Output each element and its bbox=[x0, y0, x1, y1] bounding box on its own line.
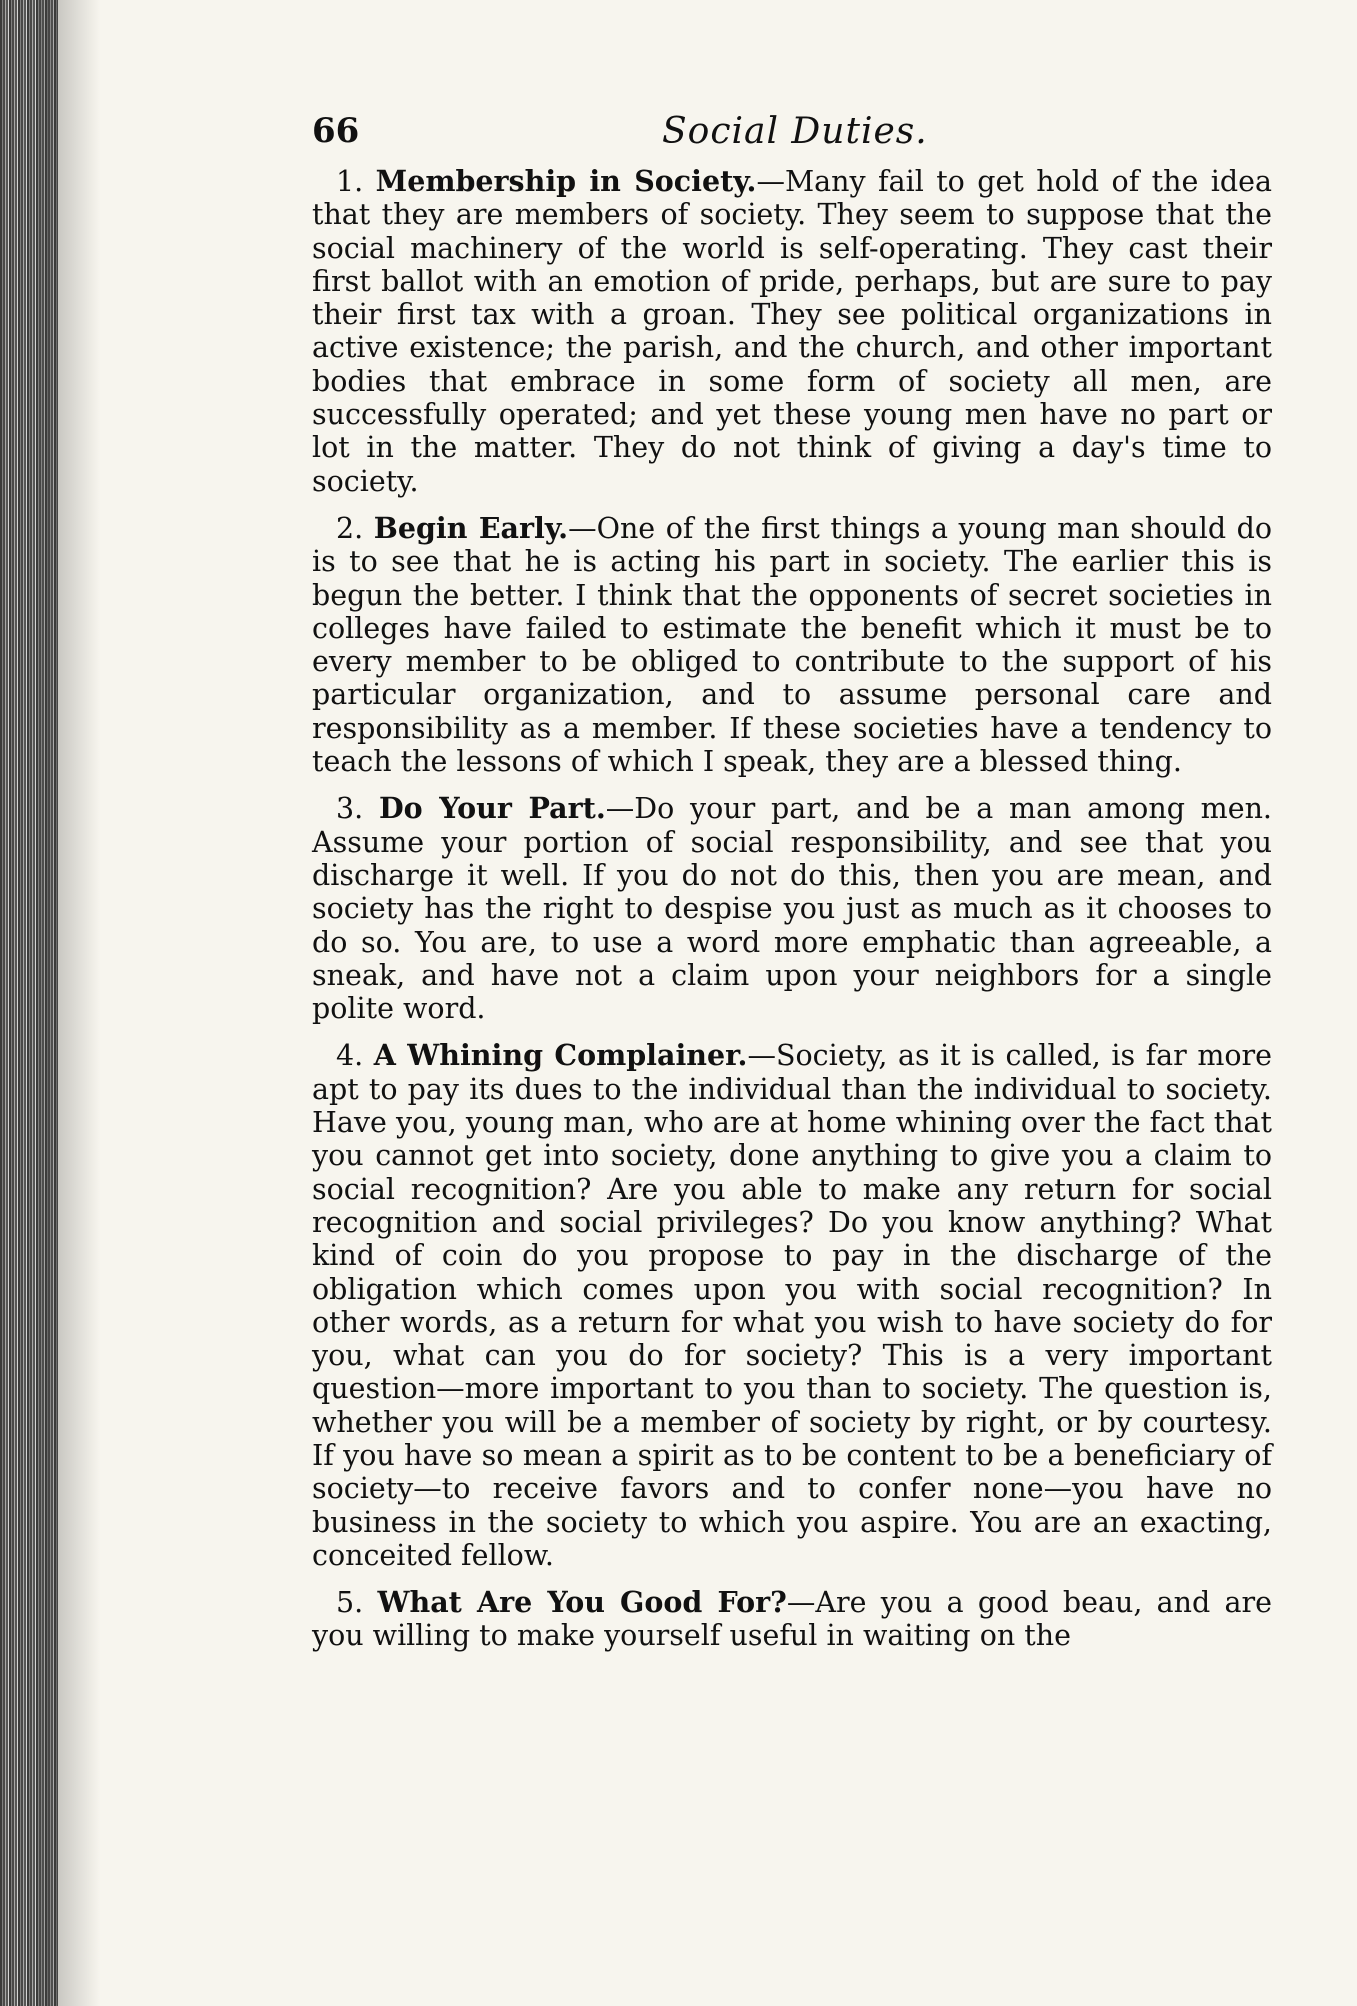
section-body: —Society, as it is called, is far more apt to pay its dues to the individual than the individual to society. Have you, young man, who are at home whining over the fact that you cannot get into society, done anything to give you a claim to social recognition? Are you able to make any return for social recognition and social privileges? Do you know anything? What kind of coin do you propose to pay in the discharge of the obligation which comes upon you with social recognition? In other words, as a return for what you wish to have society do for you, what can you do for society? This is a very important question—more important to you than to society. The question is, whether you will be a member of society by right, or by courtesy. If you have so mean a spirit as to be content to be a beneficiary of society—to receive favors and to confer none—you have no business in the society to which you aspire. You are an exacting, conceited fellow. bbox=[312, 1039, 1272, 1572]
section-number: 2. bbox=[336, 511, 364, 545]
section-number: 4. bbox=[336, 1039, 364, 1073]
gutter-shadow bbox=[40, 0, 100, 2006]
running-title: Social Duties. bbox=[662, 111, 928, 152]
section-a-whining-complainer bbox=[312, 1039, 1272, 1572]
section-what-are-you-good-for bbox=[312, 1586, 1272, 1653]
book-page bbox=[312, 105, 1272, 1667]
section-heading: Membership in Society. bbox=[375, 164, 757, 198]
section-body: —Are you a good beau, and are you willing to make yourself useful in waiting on the bbox=[312, 1586, 1273, 1653]
running-head bbox=[312, 105, 1272, 165]
section-heading: A Whining Complainer. bbox=[373, 1038, 748, 1073]
section-heading: What Are You Good For? bbox=[377, 1585, 787, 1620]
section-body: —One of the first things a young man should do is to see that he is acting his part in society. The earlier this is begun the better. I think that the opponents of secret societies in colleges have failed to estimate the benefit which it must be to every member to be obliged to contribute to the support of his particular organization, and to assume personal care and responsibility as a member. If these societies have a tendency to teach the lessons of which I speak, they are a blessed thing. bbox=[312, 511, 1272, 779]
section-body: —Many fail to get hold of the idea that they are members of society. They seem to suppose that the social machinery of the world is self-operating. They cast their first ballot with an emotion of pride, perhaps, but are sure to pay their first tax with a groan. They see political organizations in active existence; the parish, and the church, and other important bodies that embrace in some form of society all men, are successfully operated; and yet these young men have no part or lot in the matter. They do not think of giving a day's time to society. bbox=[312, 165, 1273, 498]
section-number: 1. bbox=[336, 165, 364, 198]
section-membership-in-society bbox=[312, 165, 1272, 498]
section-body: —Do your part, and be a man among men. Assume your portion of social responsibility, and see that you discharge it well. If you do not do this, then you are mean, and society has the right to despise you just as much as it chooses to do so. You are, to use a word more emphatic than agreeable, a sneak, and have not a claim upon your neighbors for a single polite word. bbox=[312, 792, 1272, 1026]
section-number: 3. bbox=[336, 792, 364, 826]
section-heading: Do Your Part. bbox=[378, 791, 606, 826]
section-begin-early bbox=[312, 512, 1272, 778]
section-do-your-part bbox=[312, 792, 1272, 1025]
section-number: 5. bbox=[336, 1586, 364, 1620]
section-heading: Begin Early. bbox=[373, 510, 569, 545]
page-number: 66 bbox=[312, 111, 360, 151]
